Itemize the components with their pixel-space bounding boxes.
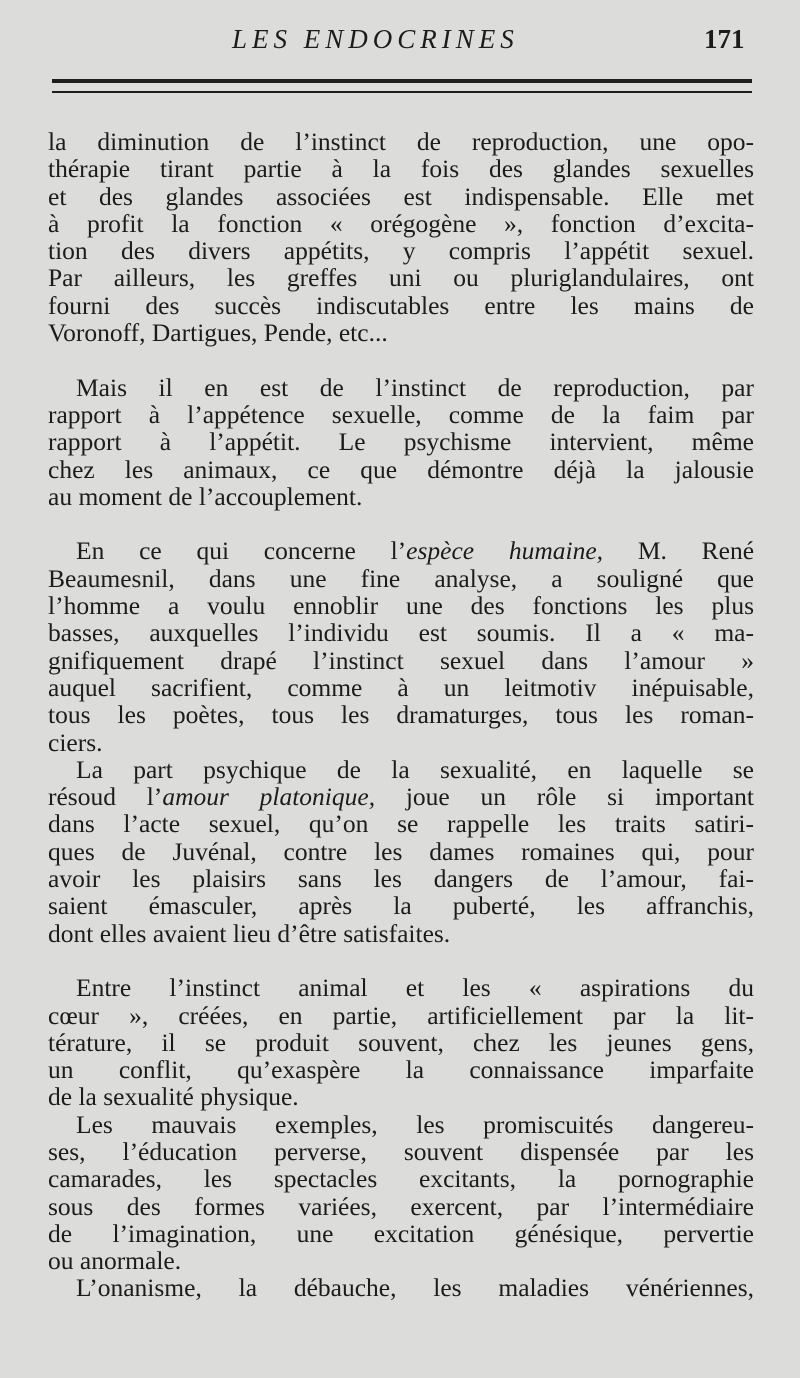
header-rule-thin [52,91,752,93]
text-line: Mais il en est de l’instinct de reproduction, par [76,372,754,402]
text-line: basses, auxquelles l’individu est soumis. Il a « ma- [48,618,754,648]
text-line: Les mauvais exemples, les promiscuités dangereu- [76,1109,754,1139]
paragraph-1 [48,128,754,346]
text-line: un conflit, qu’exaspère la connaissance imparfaite [48,1055,754,1085]
text-line: saient émasculer, après la puberté, les affranchis, [48,891,754,921]
text-line: cœur », créées, en partie, artificiellement par la lit- [48,1000,754,1030]
text-line: Voronoff, Dartigues, Pende, etc... [48,318,388,348]
text-line: de l’imagination, une excitation génésique, pervertie [48,1218,754,1248]
text-line: ses, l’éducation perverse, souvent dispensée par les [48,1136,754,1166]
text-line: térature, il se produit souvent, chez les jeunes gens, [48,1027,754,1057]
text-line: rapport à l’appétence sexuelle, comme de la faim par [48,399,754,429]
text-line: camarades, les spectacles excitants, la pornographie [48,1164,754,1194]
text-line: et des glandes associées est indispensable. Elle met [48,181,754,211]
text-line: Par ailleurs, les greffes uni ou pluriglandulaires, ont [48,263,754,293]
text-line: La part psychique de la sexualité, en laquelle se [76,754,754,784]
text-line: thérapie tirant partie à la fois des glandes sexuelles [48,154,754,184]
text-line: sous des formes variées, exercent, par l’intermédiaire [48,1191,754,1221]
text-line: ques de Juvénal, contre les dames romaines qui, pour [48,836,754,866]
text-line: dont elles avaient lieu d’être satisfaites. [48,918,451,948]
text-line: gnifiquement drapé l’instinct sexuel dans l’amour » [48,645,754,675]
text-line [48,537,754,564]
text-line: tion des divers appétits, y compris l’appétit sexuel. [48,236,754,266]
text-line: l’homme a voulu ennoblir une des fonctions les plus [48,591,754,621]
text-run: résoud l’ [48,782,163,812]
running-head-title: LES ENDOCRINES [232,24,519,54]
text-line: L’onanisme, la débauche, les maladies vénériennes, [76,1273,754,1303]
text-line: chez les animaux, ce que démontre déjà la jalousie [48,454,754,484]
paragraph-7 [48,1274,754,1301]
page-number: 171 [704,24,745,54]
text-line: ciers. [48,727,103,757]
text-line: à profit la fonction « orégogène », fonction d’excita- [48,208,754,238]
text-run: En ce qui concerne l’ [76,536,407,566]
paragraph-gap [48,947,754,974]
text-line: au moment de l’accouplement. [48,481,363,511]
text-line: dans l’acte sexuel, qu’on se rappelle les traits satiri- [48,809,754,839]
italic-phrase: espèce humaine, [406,536,604,566]
text-line: rapport à l’appétit. Le psychisme intervient, même [48,427,754,457]
header-rule-thick [52,79,752,83]
text-line: la diminution de l’instinct de reproduction, une opo- [48,127,754,156]
text-line: Entre l’instinct animal et les « aspirations du [76,973,754,1003]
text-line: tous les poètes, tous les dramaturges, tous les roman- [48,700,754,730]
text-run: M. René [603,536,755,566]
paragraph-2 [48,374,754,510]
italic-phrase: amour platonique, [162,782,376,812]
text-line: auquel sacrifient, comme à un leitmotiv inépuisable, [48,672,754,702]
text-line: ou anormale. [48,1246,182,1276]
paragraph-gap [48,510,754,537]
paragraph-5 [48,974,754,1110]
paragraph-4 [48,756,754,947]
body-text [48,128,754,1302]
paragraph-6 [48,1111,754,1275]
text-line [48,783,754,810]
text-line: de la sexualité physique. [48,1082,299,1112]
paragraph-gap [48,346,754,373]
text-line: Beaumesnil, dans une fine analyse, a souligné que [48,563,754,593]
running-head [0,18,800,58]
text-line: avoir les plaisirs sans les dangers de l’amour, fai- [48,864,754,894]
text-run: joue un rôle si important [375,782,754,812]
paragraph-3 [48,537,754,755]
text-line: fourni des succès indiscutables entre les mains de [48,290,754,320]
